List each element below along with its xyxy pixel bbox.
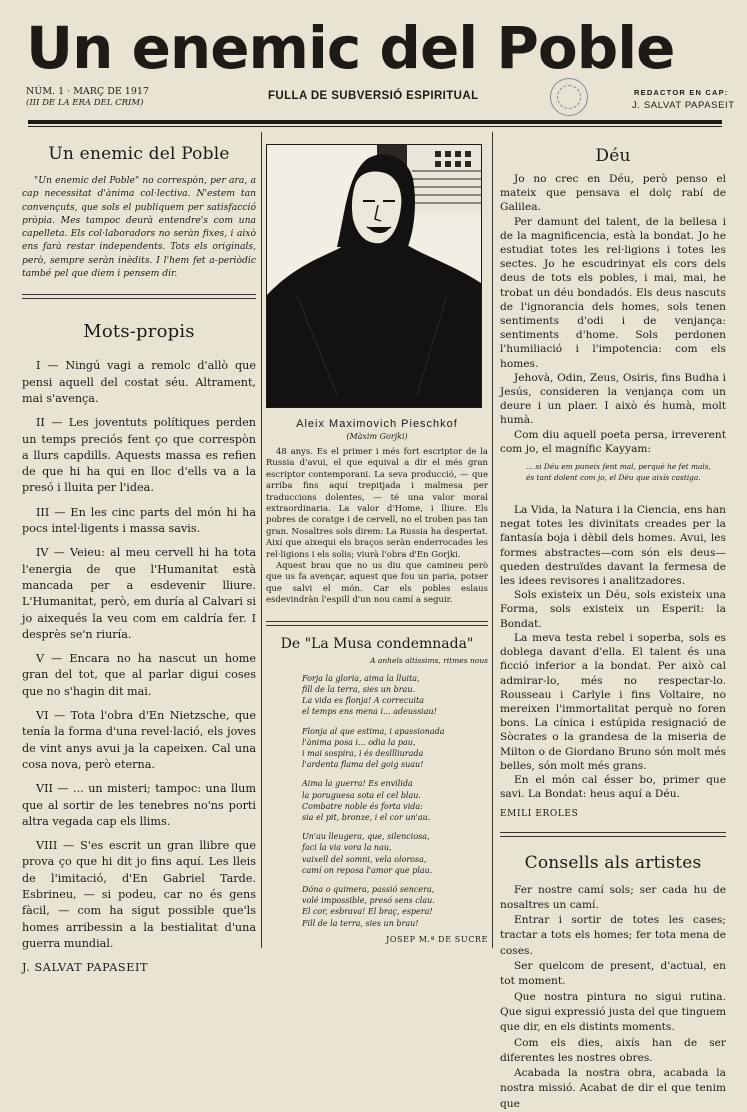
deu-signature: EMILI EROLES (500, 809, 579, 820)
masthead-rule (28, 120, 722, 124)
deu-paragraph: Per damunt del talent, de la bellesa i de la magnificencia, està la bondat. Jo he estudiat totes les rel·ligions i totes les sectes. Jo he escudrinyat els cors dels deus de tots els pobles, i mai, mai, he trobat un déu bondadós. Els deus nascuts de l'ignorancia dels homes, sols tenen sentiments d'odi i de venjança: sentiments d'home. Sols perdonen l'humiliació i l'impotencia: com els homes. (500, 215, 726, 370)
consells-paragraph: Entrar i sortir de totes les cases; tractar a tots els homes; fer tota mena de coses. (500, 914, 726, 957)
poem-line: Dóna o quimera, passió sencera, (302, 884, 435, 894)
deu-paragraph: Jo no crec en Déu, però penso el mateix que pensava el dolç rabí de Galilea. (500, 173, 726, 214)
mots-paragraph: VI — Tota l'obra d'En Nietzsche, que tenía la forma d'una revel·lació, els joves de vint anys avui ja la capeixen. Cal una cosa nova, però eterna. (22, 709, 256, 771)
mots-paragraph: VIII — S'es escrit un gran llibre que prova ço que hi dit jo fins aquí. Les lleis de l'imitació, d'En Gabriel Tarde. Esbrineu, — si podeu, car no és gens fàcil, — com ha sigut possible que'ls homes arribessin a la bestialitat d'una guerra mundial. (22, 839, 256, 950)
mots-paragraph: V — Encara no ha nascut un home gran del tot, que al parlar digui coses que no s'hagin dit mai. (22, 652, 256, 698)
intro-text: "Un enemic del Poble" no correspòn, per ara, a cap necessitat d'ànima col·lectiva. N'estem tan convençuts, que sols el publiquem per satisfacció pròpia. Mes tampoc deurà entendre's com una capelleta. Els col·laboradors no seràn fixes, i això ens farà restar independents. Tots els originals, però, sempre seràn inèdits. I l'hem fet a-periòdic també pel que diem i pensem dir. (22, 175, 256, 280)
poem-line: sia el pit, bronze, i el cor un'au. (302, 812, 431, 822)
intro-article (22, 144, 256, 280)
middle-column (266, 144, 488, 944)
editor-name: J. SALVAT PAPASEIT (632, 100, 735, 111)
poem-line: volé impossible, presó sens clau. (302, 896, 435, 906)
mots-paragraph: IV — Veieu: al meu cervell hi ha tota l'energia de que l'Humanitat està mancada per a esdevenir lliure. L'Humanitat, però, em duría al Calvari si jo aixequés la veu com em caldría fer. I desprès se'n riuría. (22, 546, 256, 641)
consells-paragraph: Fer nostre camí sols; ser cada hu de nosaltres un camí. (500, 883, 726, 911)
mots-paragraph: III — En les cinc parts del món hi ha pocs intel·ligents i massa savis. (22, 505, 256, 536)
gorky-portrait (266, 144, 482, 408)
intro-heading: Un enemic del Poble (48, 144, 230, 164)
poem-stanza (266, 673, 488, 718)
deu-paragraph: En el món cal ésser bo, primer que savi. La Bondat: heus aquí a Déu. (500, 773, 726, 801)
consells-paragraph: Ser quelcom de present, d'actual, en tot moment. (500, 960, 726, 988)
column-divider (261, 132, 262, 948)
poem-stanza (266, 831, 488, 876)
poem-line: i mai sospira, i és desllliurada (302, 748, 424, 758)
consells-heading: Consells als artistes (524, 852, 702, 873)
section-divider (22, 294, 256, 299)
poem-line: l'ànima posa i... odia la pau, (302, 737, 416, 747)
section-divider (500, 832, 726, 837)
portrait-woodcut-image (267, 145, 481, 407)
newspaper-title: Un enemic del Poble (26, 14, 675, 82)
poem-article (266, 636, 488, 944)
left-column (22, 134, 256, 984)
bio-paragraph: Aquest brau que no us diu que camineu però que us fa avençar, aquest que fou un paria, potser que salvi el món. Car els pobles eslaus esdevindràn l'espill d'un nou camí a seguir. (266, 561, 488, 606)
issue-number: NÚM. 1 · MARÇ DE 1917 (26, 86, 149, 97)
spacer (500, 489, 726, 503)
poem-line: faci la via vora la nau, (302, 843, 392, 853)
masthead-rule-thin (28, 126, 722, 127)
poem-heading: De "La Musa condemnada" (280, 635, 474, 652)
poem-stanza (266, 884, 488, 929)
portrait-alias: (Màxim Gorjki) (346, 432, 408, 441)
mots-paragraph: II — Les joventuts polítiques perden un temps preciós fent ço que correspòn a llurs capdills. Aquests massa es refien de que hi ha qui en lloc d'ells va a la presó i lluita per l'idea. (22, 416, 256, 495)
poem-stanza (266, 778, 488, 823)
mots-paragraph: VII — ... un misteri; tampoc: una llum que al sortir de les tenebres no'ns porti altra vegada cap els llims. (22, 782, 256, 828)
poem-line: Un'au lleugera, que, silenciosa, (302, 832, 430, 842)
issue-era: (III DE LA ERA DEL CRIM) (26, 98, 144, 108)
poem-line: fill de la terra, sies un brau. (302, 684, 416, 694)
deu-paragraph: Sols existeix un Déu, sols existeix una Forma, sols existeix un Esperit: la Bondat. (500, 589, 726, 630)
poem-line: El cor, esbrava! El braç, espera! (302, 907, 433, 917)
poem-stanza (266, 726, 488, 771)
deu-heading: Déu (595, 146, 631, 166)
poem-dedication: A anhels altissims, ritmes nous (370, 655, 488, 665)
poem-line: Forja la gloria, aima la lluita, (302, 673, 420, 683)
consells-paragraph: Acabada la nostra obra, acabada la nostra missió. Acabat de dir el que tenim que (500, 1067, 726, 1110)
consells-paragraph: Com els dies, aixís han de ser diferentes les nostres obres. (500, 1036, 726, 1064)
section-divider (266, 621, 488, 626)
right-column (500, 134, 726, 1112)
column-divider (492, 132, 493, 948)
kayyam-quote (500, 462, 726, 483)
mots-signature: J. SALVAT PAPASEIT (22, 961, 149, 975)
poem-line: Aima la guerra! Es envilida (302, 779, 413, 789)
deu-article (500, 146, 726, 822)
consells-article (500, 853, 726, 1112)
mots-paragraph: I — Ningú vagi a remolc d'allò que pensi aquell del costat séu. Altrament, mai s'avença. (22, 359, 256, 405)
poem-line: la poruguesa sota el cel blau. (302, 790, 421, 800)
poem-line: Combatre noble és forta vida: (302, 801, 423, 811)
poem-line: camí on reposa l'amor que plau. (302, 865, 433, 875)
newspaper-subtitle: FULLA DE SUBVERSIÓ ESPIRITUAL (268, 90, 479, 102)
deu-paragraph: Jehovà, Odin, Zeus, Osiris, fins Budha i Jesús, consideren la venjança com un deure i un plaer. I això és humà, molt humà. (500, 371, 726, 427)
bio-paragraph: 48 anys. Es el primer i més fort escriptor de la Russia d'avui, el que equival a dir el més gran escriptor contemporani. La seva producció, — que arriba fins aquí trepitjada i malmesa per traduccions dolentes, — té una valor moral extraordinaria. La valor d'Home, i lliure. Els pobres de coratge i de cervell, no el troben pas tan gran. Nosaltres sols direm: La Russia ha despertat. Així que aixequi els braços seràn enderrocades les rel·ligions i els solis; viurà l'obra d'En Gorjki. (266, 447, 488, 560)
deu-paragraph: La meva testa rebel i soperba, sols es doblega davant d'ella. El talent és una ficció inferior a la bondat. Per això cal admirar-lo, més no respectar-lo. Rousseau i Carlyle i fins Voltaire, no mereixen l'immortalitat perquè no foren bons. La cínica i estúpida resignació de Sòcrates o la grandesa de la miseria de Milton o de Giordano Bruno són molt més belles, són molt més grans. (500, 631, 726, 772)
portrait-bio (266, 447, 488, 607)
deu-paragraph: La Vida, la Natura i la Ciencia, ens han negat totes les divinitats creades per la fantasía boja i dèbil dels homes. Avui, les formes abstractes—com són els deus—queden destruïdes davant la fermesa de les idees revisores i analitzadores. (500, 504, 726, 588)
masthead-info (20, 0, 747, 130)
poem-line: Fill de la terra, sies un brau! (302, 918, 419, 928)
portrait-name: Aleix Maximovich Pieschkof (296, 418, 458, 430)
poem-line: el temps ens mena i... adeussiau! (302, 707, 437, 717)
mots-propis-article (22, 321, 256, 976)
poem-line: La vida es flonja! A correcuita (302, 696, 425, 706)
quote-line: ... si Déu em puneix fent mal, perquè he fet mals, (526, 462, 711, 472)
library-stamp-icon (550, 78, 588, 116)
mots-heading: Mots-propis (83, 321, 195, 343)
editor-label: REDACTOR EN CAP: (634, 88, 729, 97)
consells-paragraph: Que nostra pintura no sigui rutina. Que sigui expressió justa del que tinguem que dir, en els distints moments. (500, 990, 726, 1034)
quote-line: és tant dolent com jo, el Déu que aixís castiga. (526, 472, 701, 482)
poem-line: l'ardenta flama del goig suau! (302, 760, 424, 770)
poem-signature: JOSEP M.ª DE SUCRE (386, 934, 488, 944)
deu-paragraph: Com diu aquell poeta persa, irreverent com jo, el magnífic Kayyam: (500, 428, 726, 455)
poem-line: vaixell del somni, vela olorosa, (302, 854, 427, 864)
poem-line: Flonja al que estima, i apassionada (302, 726, 445, 736)
